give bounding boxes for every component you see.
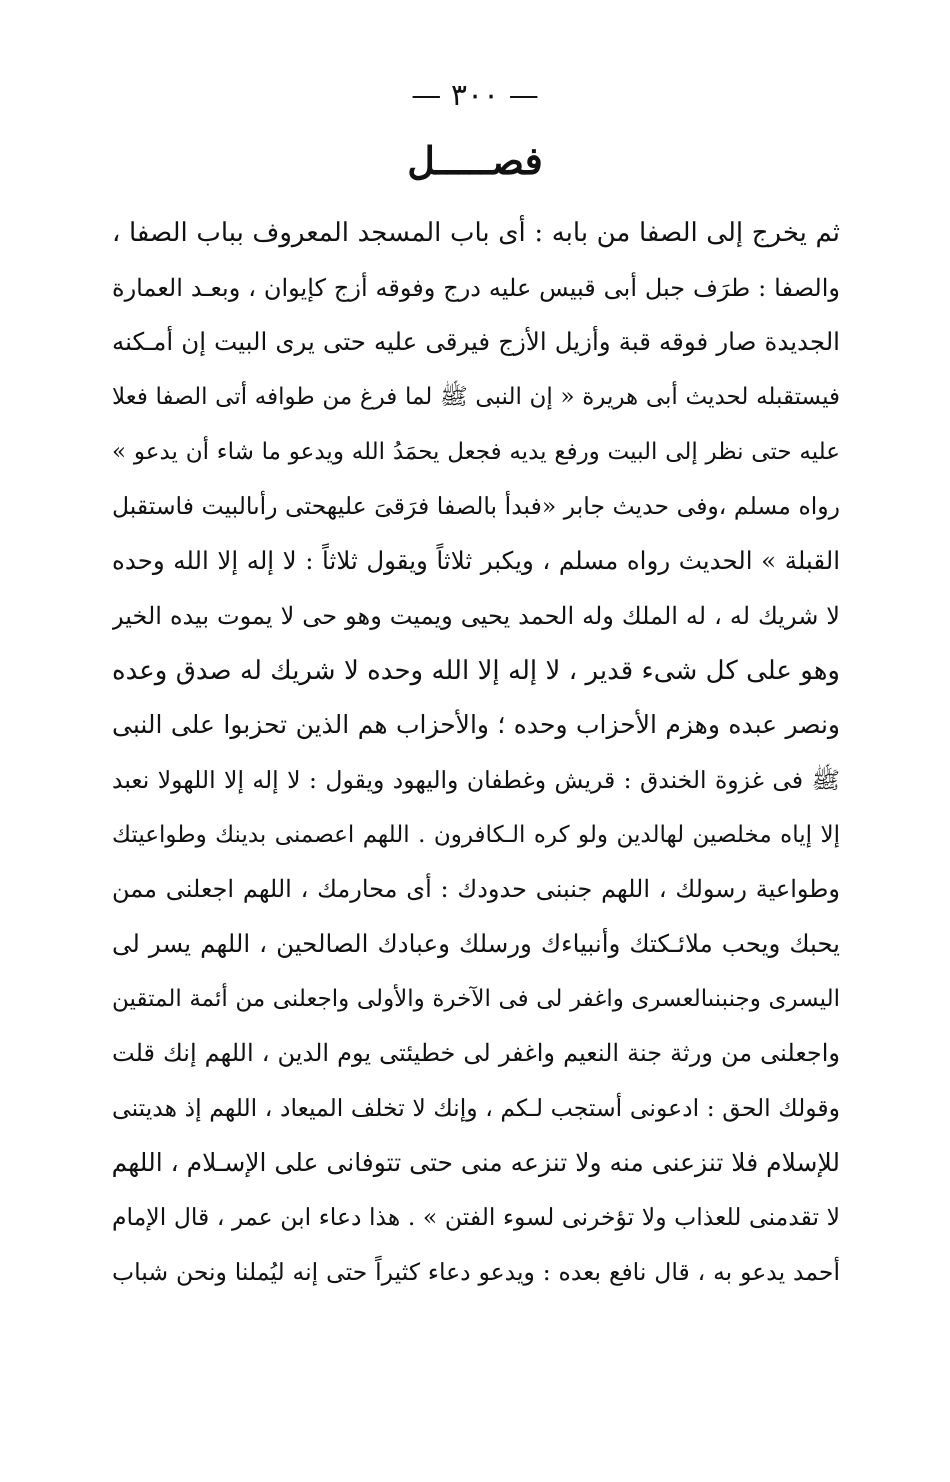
text-line: ثم يخرج إلى الصفا من بابه : أى باب المسجد المعروف بباب الصفا ، bbox=[112, 218, 840, 248]
text-line: واجعلنى من ورثة جنة النعيم واغفر لى خطيئتى يوم الدين ، اللهم إنك قلت bbox=[112, 1039, 840, 1068]
page-number: — ٣٠٠ — bbox=[411, 78, 539, 113]
text-line: وطواعية رسولك ، اللهم جنبنى حدودك : أى محارمك ، اللهم اجعلنى ممن bbox=[112, 875, 840, 904]
text-line: اليسرى وجنبنىالعسرى واغفر لى فى الآخرة والأولى واجعلنى من أئمة المتقين bbox=[112, 985, 840, 1012]
text-line: الجديدة صار فوقه قبة وأزيل الأزج فيرقى عليه حتى يرى البيت إن أمـكنه bbox=[112, 327, 840, 357]
text-line: والصفا : طرَف جبل أبى قبيس عليه درج وفوقه أزج كإيوان ، وبعـد العمارة bbox=[112, 273, 840, 302]
text-line: ونصر عبده وهزم الأحزاب وحده ؛ والأحزاب هم الذين تحزبوا على النبى bbox=[112, 710, 840, 740]
text-line: ﷺ فى غزوة الخندق : قريش وغطفان واليهود ويقول : لا إله إلا اللهولا نعبد bbox=[112, 765, 840, 794]
text-line: عليه حتى نظر إلى البيت ورفع يديه فجعل يحمَدُ الله ويدعو ما شاء أن يدعو » bbox=[112, 438, 840, 465]
text-line: يحبك ويحب ملائـكتك وأنبياءك ورسلك وعبادك الصالحين ، اللهم يسر لى bbox=[112, 928, 840, 958]
text-line: فيستقبله لحديث أبى هريرة « إن النبى ﷺ لما فرغ من طوافه أتى الصفا فعلا bbox=[112, 384, 840, 411]
text-line: وقولك الحق : ادعونى أستجب لـكم ، وإنك لا تخلف الميعاد ، اللهم إذ هديتنى bbox=[112, 1094, 840, 1122]
text-line: القبلة » الحديث رواه مسلم ، ويكبر ثلاثاً ويقول ثلاثاً : لا إله إلا الله وحده bbox=[112, 546, 840, 576]
section-title: فصـــــل bbox=[407, 138, 543, 183]
text-line: أحمد يدعو به ، قال نافع بعده : ويدعو دعاء كثيراً حتى إنه ليُملنا ونحن شباب bbox=[112, 1258, 840, 1287]
text-line: لا تقدمنى للعذاب ولا تؤخرنى لسوء الفتن » . هذا دعاء ابن عمر ، قال الإمام bbox=[112, 1203, 840, 1232]
text-line: رواه مسلم ،وفى حديث جابر «فبدأ بالصفا فرَقىَ عليهحتى رأىالبيت فاستقبل bbox=[112, 492, 840, 521]
text-line: لا شريك له ، له الملك وله الحمد يحيى ويميت وهو حى لا يموت بيده الخير bbox=[112, 601, 840, 630]
text-line: وهو على كل شىء قدير ، لا إله إلا الله وحده لا شريك له صدق وعده bbox=[112, 655, 840, 686]
text-line: إلا إياه مخلصين لهالدين ولو كره الـكافرون . اللهم اعصمنى بدينك وطواعيتك bbox=[112, 821, 840, 848]
text-line: للإسلام فلا تنزعنى منه ولا تنزعه منى حتى تتوفانى على الإسـلام ، اللهم bbox=[112, 1147, 840, 1177]
body-text bbox=[112, 206, 840, 1300]
